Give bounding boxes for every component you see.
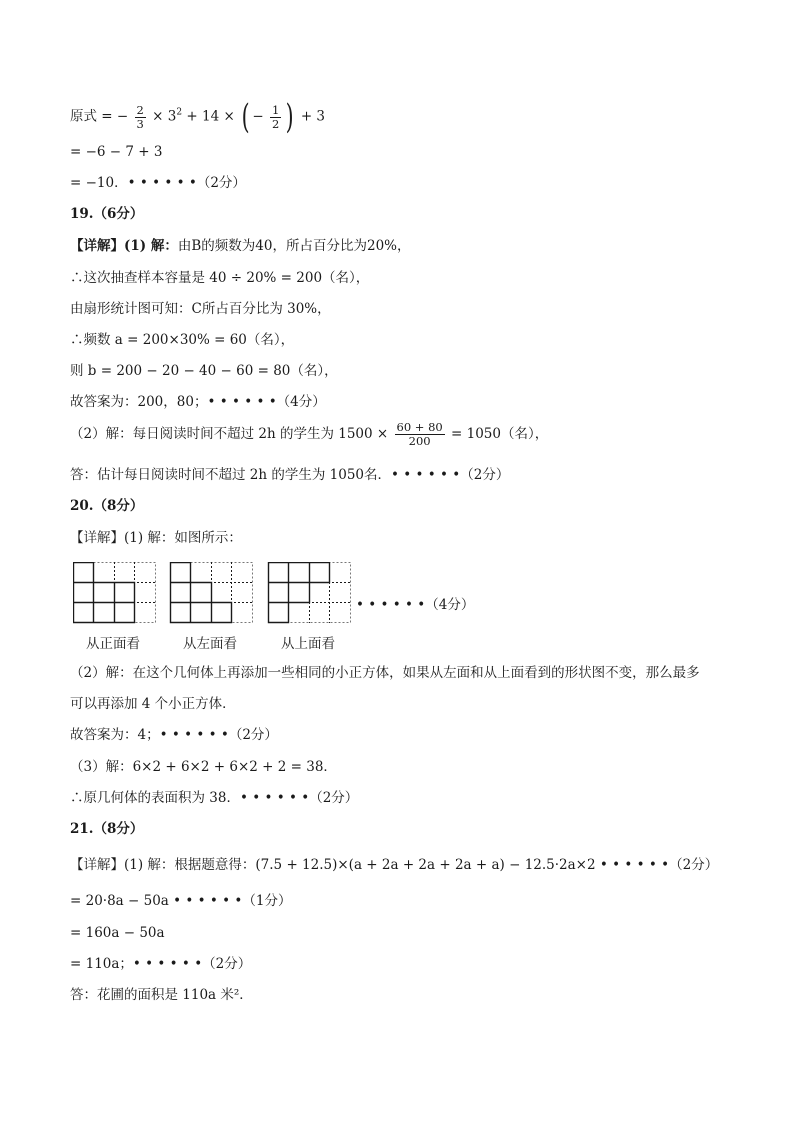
fraction-reading — [395, 421, 445, 448]
label-front-view: 从正面看 — [86, 636, 140, 652]
q20-line-1: 【详解】(1) 解：如图所示： — [70, 530, 242, 546]
q21-line-4: = 110a；• • • • • •（2分） — [70, 956, 252, 972]
expression-line-2: = −6 − 7 + 3 — [70, 144, 163, 160]
q20-line-2: （2）解：在这个几何体上再添加一些相同的小正方体，如果从左面和从上面看到的形状图不变，那么最多 — [70, 665, 700, 681]
q20-line-4: 故答案为：4；• • • • • •（2分） — [70, 727, 278, 743]
fraction-numerator: 1 — [271, 102, 280, 117]
expr-end: + 3 — [300, 108, 326, 125]
q20-line-3: 可以再添加 4 个小正方体． — [70, 696, 236, 712]
fraction-denominator: 200 — [408, 434, 431, 448]
q19-line-7-pre: （2）解：每日阅读时间不超过 2h 的学生为 1500 × — [70, 426, 389, 442]
q21-line-1: 【详解】(1) 解：根据题意得：(7.5 + 12.5)×(a + 2a + 2a + 2a + a) − 12.5·2a×2 • • • • • •（2分） — [70, 857, 719, 873]
q20-header: 20.（8分） — [70, 498, 144, 514]
label-left-view: 从左面看 — [183, 636, 237, 652]
detail-tag: 【详解】(1) 解： — [70, 238, 178, 254]
three-views-figure — [73, 562, 373, 626]
q21-line-5: 答：花圃的面积是 110a 米²． — [70, 987, 253, 1003]
q19-line-6: 故答案为：200，80；• • • • • •（4分） — [70, 394, 326, 410]
fraction-one-half — [270, 104, 281, 131]
q21-line-3: = 160a − 50a — [70, 925, 165, 941]
fraction-denominator: 3 — [136, 116, 144, 131]
expr-mid2: + 14 × — [186, 108, 235, 125]
fraction-numerator: 60 + 80 — [396, 420, 443, 434]
q19-line-7 — [70, 421, 548, 448]
q19-line-1-text: 由B的频数为40，所占百分比为20%， — [177, 238, 411, 254]
q20-line-6: ∴原几何体的表面积为 38．• • • • • •（2分） — [70, 790, 359, 806]
q21-line-2: = 20·8a − 50a • • • • • •（1分） — [70, 893, 292, 909]
q19-line-2: ∴这次抽查样本容量是 40 ÷ 20% = 200（名）， — [70, 270, 370, 286]
left-paren: ( — [241, 97, 250, 137]
q19-line-4: ∴频数 a = 200×30% = 60（名）， — [70, 332, 295, 348]
q20-line-5: （3）解：6×2 + 6×2 + 6×2 + 2 = 38． — [70, 759, 337, 775]
expr-prefix: 原式 = − — [70, 108, 129, 125]
label-top-view: 从上面看 — [281, 636, 335, 652]
q19-line-3: 由扇形统计图可知：C所占百分比为 30%， — [70, 301, 331, 317]
q19-line-5: 则 b = 200 − 20 − 40 − 60 = 80（名）， — [70, 363, 338, 379]
q21-header: 21.（8分） — [70, 821, 144, 837]
exponent: 2 — [176, 107, 183, 118]
right-paren: ) — [285, 97, 294, 137]
fraction-numerator: 2 — [136, 102, 144, 117]
fraction-two-thirds — [135, 104, 146, 131]
q19-line-7-post: = 1050（名）， — [451, 426, 549, 442]
figure-score: • • • • • •（4分） — [356, 597, 475, 613]
expression-line-3: = −10．• • • • • •（2分） — [70, 175, 246, 191]
q19-line-8: 答：估计每日阅读时间不超过 2h 的学生为 1050名．• • • • • •（2分） — [70, 467, 510, 483]
q19-line-1 — [70, 237, 410, 255]
left-view — [170, 562, 253, 623]
fraction-denominator: 2 — [271, 116, 280, 131]
expression-line-1 — [70, 97, 326, 137]
q19-header: 19.（6分） — [70, 206, 144, 222]
top-view — [268, 562, 351, 623]
neg-sign: − — [252, 108, 264, 125]
expr-mid1: × 3 — [152, 108, 177, 125]
front-view — [73, 562, 156, 623]
